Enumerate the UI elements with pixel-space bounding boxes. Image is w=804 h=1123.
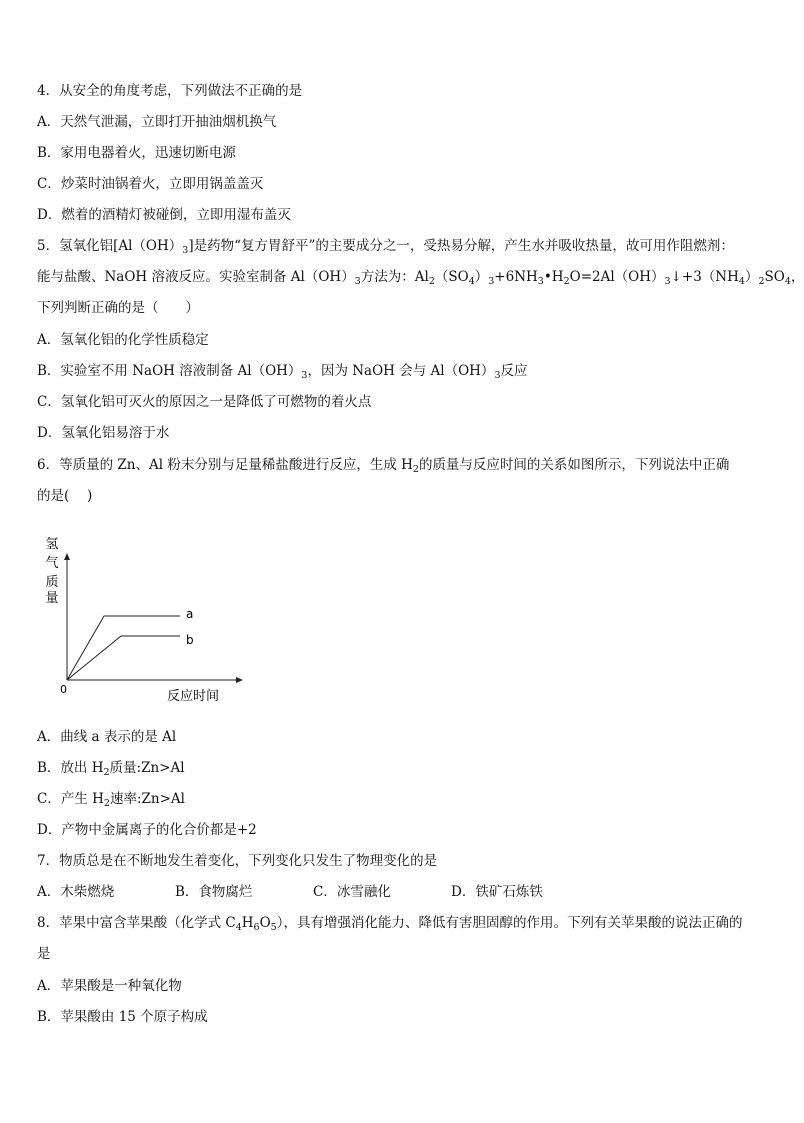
q7-option-a: A．木柴燃烧	[37, 884, 115, 900]
q7-stem: 7．物质总是在不断地发生着变化，下列变化只发生了物理变化的是	[37, 853, 438, 869]
curve-a	[67, 616, 180, 680]
q8-option-a: A．苹果酸是一种氧化物	[37, 978, 182, 994]
q5-stem-line1: 5．氢氧化铝$[Al(OH)_3]$是药物“复方胃舒平”的主要成分之一，受热易分解，产生水并吸收热量，故可用作阻燃剂：	[37, 238, 734, 256]
q6-option-a: A．曲线 a 表示的是 Al	[37, 729, 177, 745]
q8-stem-line1: 8．苹果中富含苹果酸（化学式 $C_4H_6O_5$），具有增强消化能力、降低有害胆固醇的作用。下列有关苹果酸的说法正确的	[37, 915, 743, 933]
y-axis-label-char-2: 气	[45, 556, 59, 571]
origin-label: 0	[60, 683, 67, 696]
curve-a-label: a	[186, 607, 194, 621]
curve-b	[67, 636, 180, 680]
y-axis-label-char-1: 氢	[45, 537, 59, 552]
q6-option-b: B．放出 $H_2$质量:Zn>Al	[37, 760, 185, 778]
q6-option-d: D．产物中金属离子的化合价都是+2	[37, 822, 257, 838]
q4-option-a: A．天然气泄漏，立即打开抽油烟机换气	[37, 114, 277, 130]
curve-b-label: b	[186, 633, 194, 647]
q4-option-b: B．家用电器着火，迅速切断电源	[37, 145, 236, 161]
q6-option-c: C．产生 $H_2$速率:Zn>Al	[37, 791, 185, 809]
q8-option-b: B．苹果酸由 15 个原子构成	[37, 1009, 208, 1025]
x-axis-label: 反应时间	[167, 689, 220, 704]
q5-stem-line3: 下列判断正确的是（ ）	[37, 300, 199, 316]
q4-option-d: D．燃着的酒精灯被碰倒，立即用湿布盖灭	[37, 207, 291, 223]
q7-option-b: B．食物腐烂	[175, 884, 253, 900]
q4-option-c: C．炒菜时油锅着火，立即用锅盖盖灭	[37, 176, 264, 192]
q6-stem-line1: 6．等质量的 Zn、Al 粉末分别与足量稀盐酸进行反应，生成 $H_2$的质量与反应时间的关系如图所示，下列说法中正确	[37, 457, 730, 475]
q7-option-c: C．冰雪融化	[313, 884, 391, 900]
q5-option-a: A．氢氧化铝的化学性质稳定	[37, 332, 209, 348]
q6-stem-line2: 的是( )	[37, 488, 93, 504]
q5-stem-line2: 能与盐酸、NaOH 溶液反应。实验室制备 $Al(OH)_3$方法为：$Al_2(SO_4)_3+6NH_3•H_2O=2Al(OH)_3↓+3(NH_4)_2SO_4$，	[37, 269, 804, 287]
q7-option-d: D．铁矿石炼铁	[451, 884, 543, 900]
y-axis-label-char-4: 量	[45, 591, 59, 606]
q7-options	[37, 883, 764, 901]
q4-stem: 4．从安全的角度考虑，下列做法不正确的是	[37, 83, 303, 99]
q8-stem-line2: 是	[37, 946, 51, 962]
q5-option-d: D．氢氧化铝易溶于水	[37, 425, 170, 441]
q5-option-c: C．氢氧化铝可灭火的原因之一是降低了可燃物的着火点	[37, 394, 372, 410]
hydrogen-mass-diagram	[40, 528, 240, 710]
q5-option-b: B．实验室不用 NaOH 溶液制备 $Al(OH)_3$，因为 NaOH 会与 $Al(OH)_3$反应	[37, 363, 528, 381]
y-axis-label-char-3: 质	[45, 575, 59, 590]
